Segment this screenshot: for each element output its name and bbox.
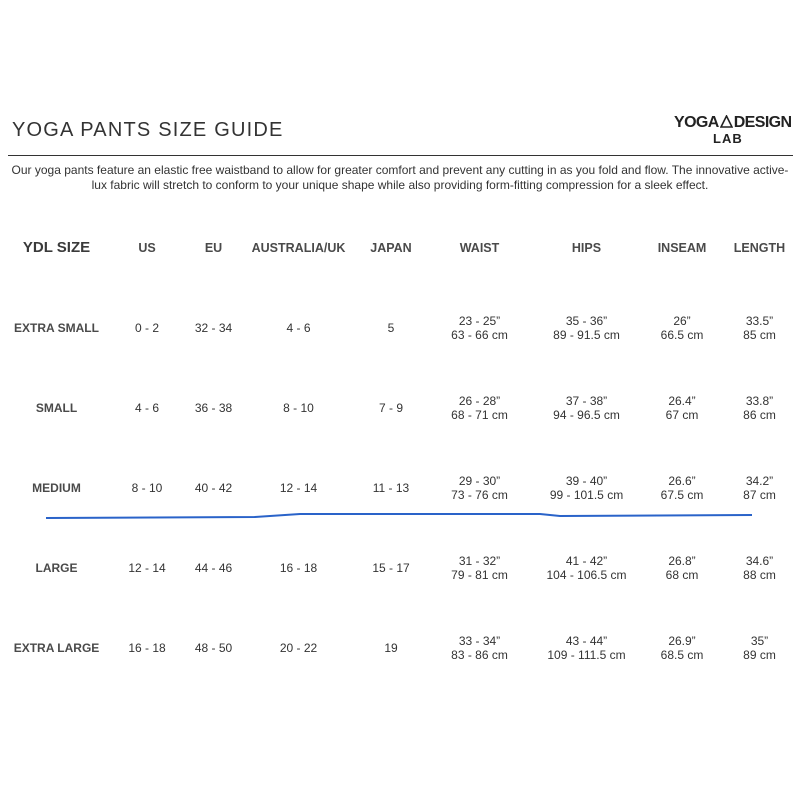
inseam-cell (645, 288, 719, 368)
size-name: SMALL (35, 401, 78, 415)
length-inches: 34.6” (745, 554, 774, 568)
hips-cell (528, 608, 645, 688)
length-inches: 34.2” (745, 474, 774, 488)
us-size: 8 - 10 (131, 481, 163, 495)
au-uk-size: 12 - 14 (279, 481, 318, 495)
header-waist: WAIST (459, 241, 500, 255)
length-cell (719, 448, 800, 528)
hips-inches: 43 - 44” (565, 634, 608, 648)
japan-size: 7 - 9 (378, 401, 403, 415)
hips-cell (528, 528, 645, 608)
hips-inches: 37 - 38” (565, 394, 608, 408)
table-row (0, 448, 800, 528)
size-name: LARGE (35, 561, 78, 575)
inseam-cm: 68.5 cm (660, 648, 704, 662)
inseam-inches: 26.6” (668, 474, 696, 488)
length-cm: 88 cm (743, 568, 776, 582)
header-eu: EU (204, 241, 223, 255)
inseam-cm: 66.5 cm (660, 328, 704, 342)
hips-cm: 109 - 111.5 cm (547, 648, 626, 662)
size-table (0, 208, 800, 688)
waist-cm: 83 - 86 cm (451, 648, 508, 662)
waist-inches: 29 - 30” (458, 474, 501, 488)
header-australia-uk: AUSTRALIA/UK (251, 241, 346, 255)
table-header-row (0, 208, 800, 288)
length-cell (719, 288, 800, 368)
length-cell (719, 368, 800, 448)
eu-size: 36 - 38 (194, 401, 233, 415)
inseam-cell (645, 608, 719, 688)
us-size: 0 - 2 (134, 321, 159, 335)
length-inches: 33.5” (745, 314, 774, 328)
waist-cm: 68 - 71 cm (451, 408, 508, 422)
length-cell (719, 608, 800, 688)
intro-text: Our yoga pants feature an elastic free waistband to allow for greater comfort and prevent any cutting in as you fold and flow. The innovative active-lux fabric will stretch to conform to your unique shape while also providing form-fitting compression for a sleek effect. (11, 163, 789, 192)
logo-word-design: DESIGN (733, 114, 792, 131)
waist-cell (431, 608, 528, 688)
waist-inches: 23 - 25” (458, 314, 501, 328)
table-row (0, 368, 800, 448)
waist-inches: 26 - 28” (458, 394, 501, 408)
waist-cell (431, 368, 528, 448)
inseam-cell (645, 368, 719, 448)
eu-size: 48 - 50 (194, 641, 233, 655)
header-hips: HIPS (571, 241, 602, 255)
inseam-cm: 68 cm (665, 568, 699, 582)
hips-cell (528, 288, 645, 368)
waist-cm: 73 - 76 cm (451, 488, 508, 502)
header-us: US (138, 241, 156, 255)
eu-size: 40 - 42 (194, 481, 233, 495)
us-size: 4 - 6 (134, 401, 159, 415)
header-inseam: INSEAM (657, 241, 707, 255)
inseam-cm: 67.5 cm (660, 488, 704, 502)
logo-top-text (674, 114, 791, 132)
hips-inches: 41 - 42” (565, 554, 608, 568)
size-name: EXTRA LARGE (13, 641, 100, 655)
hips-cell (528, 448, 645, 528)
inseam-cell (645, 448, 719, 528)
waist-inches: 33 - 34” (458, 634, 501, 648)
au-uk-size: 4 - 6 (286, 321, 311, 335)
japan-size: 5 (387, 321, 395, 335)
inseam-inches: 26.9” (668, 634, 696, 648)
inseam-inches: 26.4” (668, 394, 696, 408)
hips-cm: 104 - 106.5 cm (546, 568, 627, 582)
table-row (0, 528, 800, 608)
header-ydl-size: YDL SIZE (22, 239, 91, 256)
inseam-inches: 26.8” (668, 554, 696, 568)
waist-inches: 31 - 32” (458, 554, 501, 568)
waist-cm: 79 - 81 cm (451, 568, 508, 582)
inseam-inches: 26” (673, 314, 691, 328)
eu-size: 44 - 46 (194, 561, 233, 575)
length-inches: 35” (750, 634, 769, 648)
triangle-icon (720, 115, 733, 128)
hips-cell (528, 368, 645, 448)
eu-size: 32 - 34 (194, 321, 233, 335)
logo-word-lab: LAB (713, 131, 743, 146)
header-japan: JAPAN (370, 241, 412, 255)
au-uk-size: 16 - 18 (279, 561, 318, 575)
us-size: 16 - 18 (128, 641, 166, 655)
brand-logo (674, 112, 790, 152)
japan-size: 15 - 17 (372, 561, 410, 575)
hips-cm: 89 - 91.5 cm (553, 328, 620, 342)
japan-size: 19 (384, 641, 398, 655)
size-name: EXTRA SMALL (14, 321, 99, 335)
inseam-cm: 67 cm (665, 408, 699, 422)
waist-cell (431, 528, 528, 608)
length-cm: 89 cm (743, 648, 776, 662)
hips-inches: 35 - 36” (565, 314, 608, 328)
inseam-cell (645, 528, 719, 608)
length-inches: 33.8” (745, 394, 774, 408)
au-uk-size: 20 - 22 (279, 641, 318, 655)
waist-cell (431, 288, 528, 368)
length-cell (719, 528, 800, 608)
page-title: YOGA PANTS SIZE GUIDE (12, 119, 284, 141)
header-divider (8, 155, 793, 156)
length-cm: 86 cm (743, 408, 776, 422)
hips-inches: 39 - 40” (565, 474, 608, 488)
length-cm: 85 cm (743, 328, 776, 342)
logo-word-yoga: YOGA (674, 114, 719, 131)
waist-cm: 63 - 66 cm (451, 328, 508, 342)
hips-cm: 99 - 101.5 cm (549, 488, 624, 502)
table-row (0, 608, 800, 688)
us-size: 12 - 14 (128, 561, 166, 575)
header-length: LENGTH (733, 241, 786, 255)
japan-size: 11 - 13 (372, 481, 410, 495)
size-name: MEDIUM (32, 481, 81, 495)
table-row (0, 288, 800, 368)
hips-cm: 94 - 96.5 cm (553, 408, 620, 422)
au-uk-size: 8 - 10 (283, 401, 314, 415)
waist-cell (431, 448, 528, 528)
length-cm: 87 cm (743, 488, 776, 502)
